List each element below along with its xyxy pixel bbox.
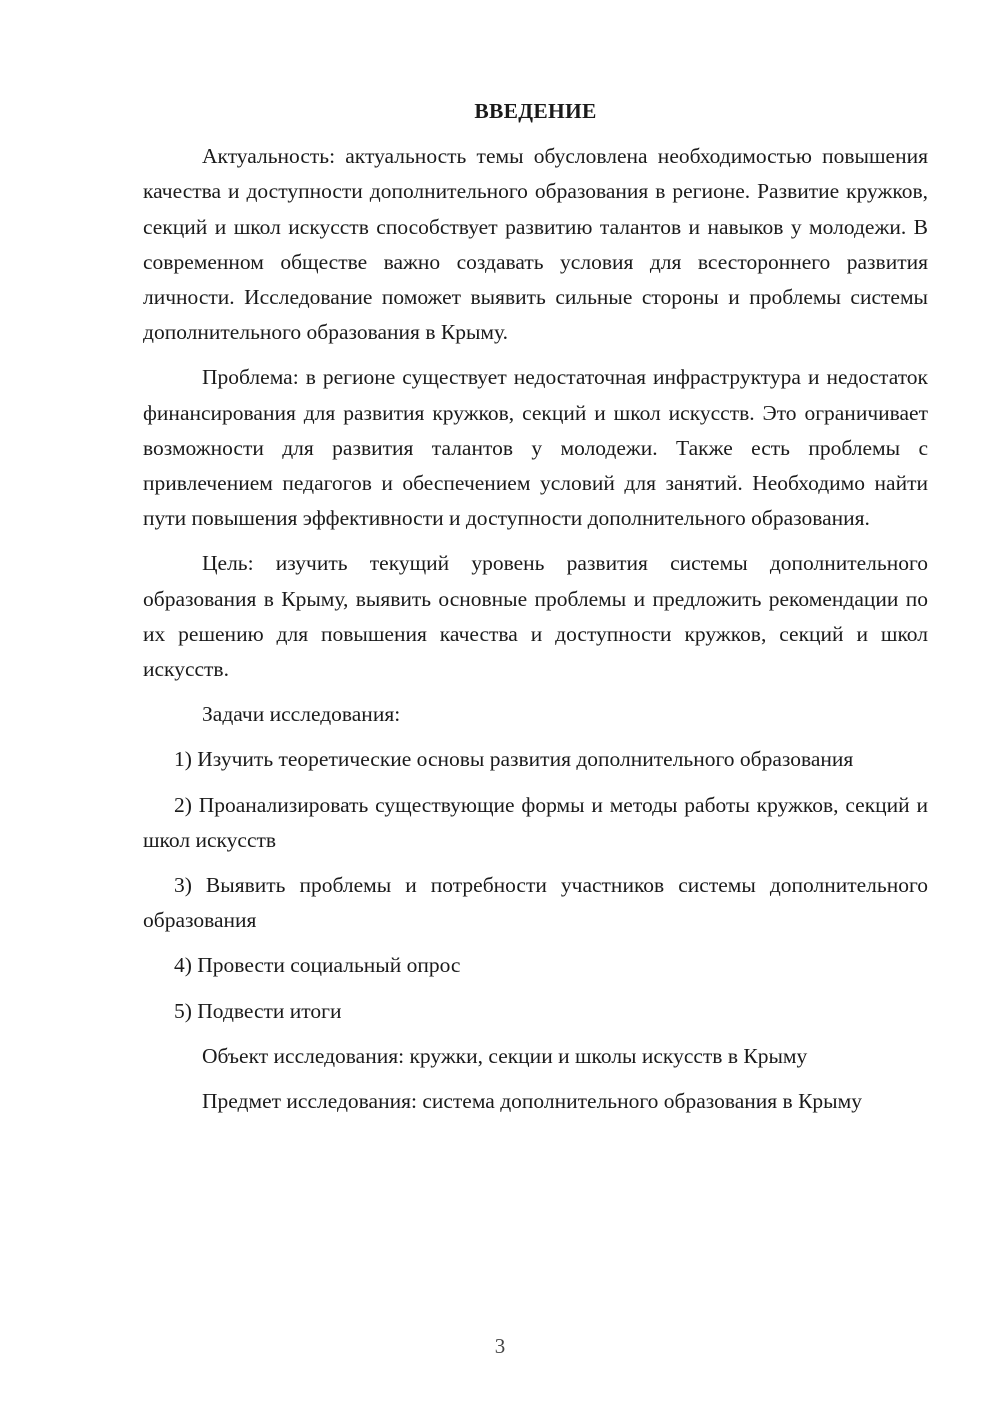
document-page <box>143 94 928 1129</box>
task-item: 4) Провести социальный опрос <box>174 953 461 978</box>
tasks-intro: Задачи исследования: <box>202 702 401 727</box>
task-item: 5) Подвести итоги <box>174 998 342 1023</box>
page-number: 3 <box>494 1334 506 1358</box>
task-item: 3) Выявить проблемы и потребности участников системы дополнительного образования <box>143 873 928 933</box>
subject-paragraph: Предмет исследования: система дополнительного образования в Крыму <box>202 1089 862 1114</box>
task-item: 2) Проанализировать существующие формы и методы работы кружков, секций и школ искусств <box>143 792 928 852</box>
object-paragraph: Объект исследования: кружки, секции и школы искусств в Крыму <box>202 1043 808 1068</box>
goal-paragraph: Цель: изучить текущий уровень развития системы дополнительного образования в Крыму, выявить основные проблемы и предложить рекомендации по их решению для повышения качества и доступности кружков, секций и школ искусств. <box>143 551 928 682</box>
section-heading: ВВЕДЕНИЕ <box>474 99 597 123</box>
tasks-list <box>143 742 928 1028</box>
relevance-paragraph: Актуальность: актуальность темы обусловлена необходимостью повышения качества и доступности дополнительного образования в регионе. Развитие кружков, секций и школ искусств способствует развитию талантов и навыков у молодежи. В современном обществе важно создавать условия для всестороннего развития личности. Исследование поможет выявить сильные стороны и проблемы системы дополнительного образования в Крыму. <box>143 144 928 345</box>
problem-paragraph: Проблема: в регионе существует недостаточная инфраструктура и недостаток финансирования для развития кружков, секций и школ искусств. Это ограничивает возможности для развития талантов у молодежи. Также есть проблемы с привлечением педагогов и обеспечением условий для занятий. Необходимо найти пути повышения эффективности и доступности дополнительного образования. <box>143 365 928 531</box>
task-item: 1) Изучить теоретические основы развития дополнительного образования <box>174 747 854 772</box>
